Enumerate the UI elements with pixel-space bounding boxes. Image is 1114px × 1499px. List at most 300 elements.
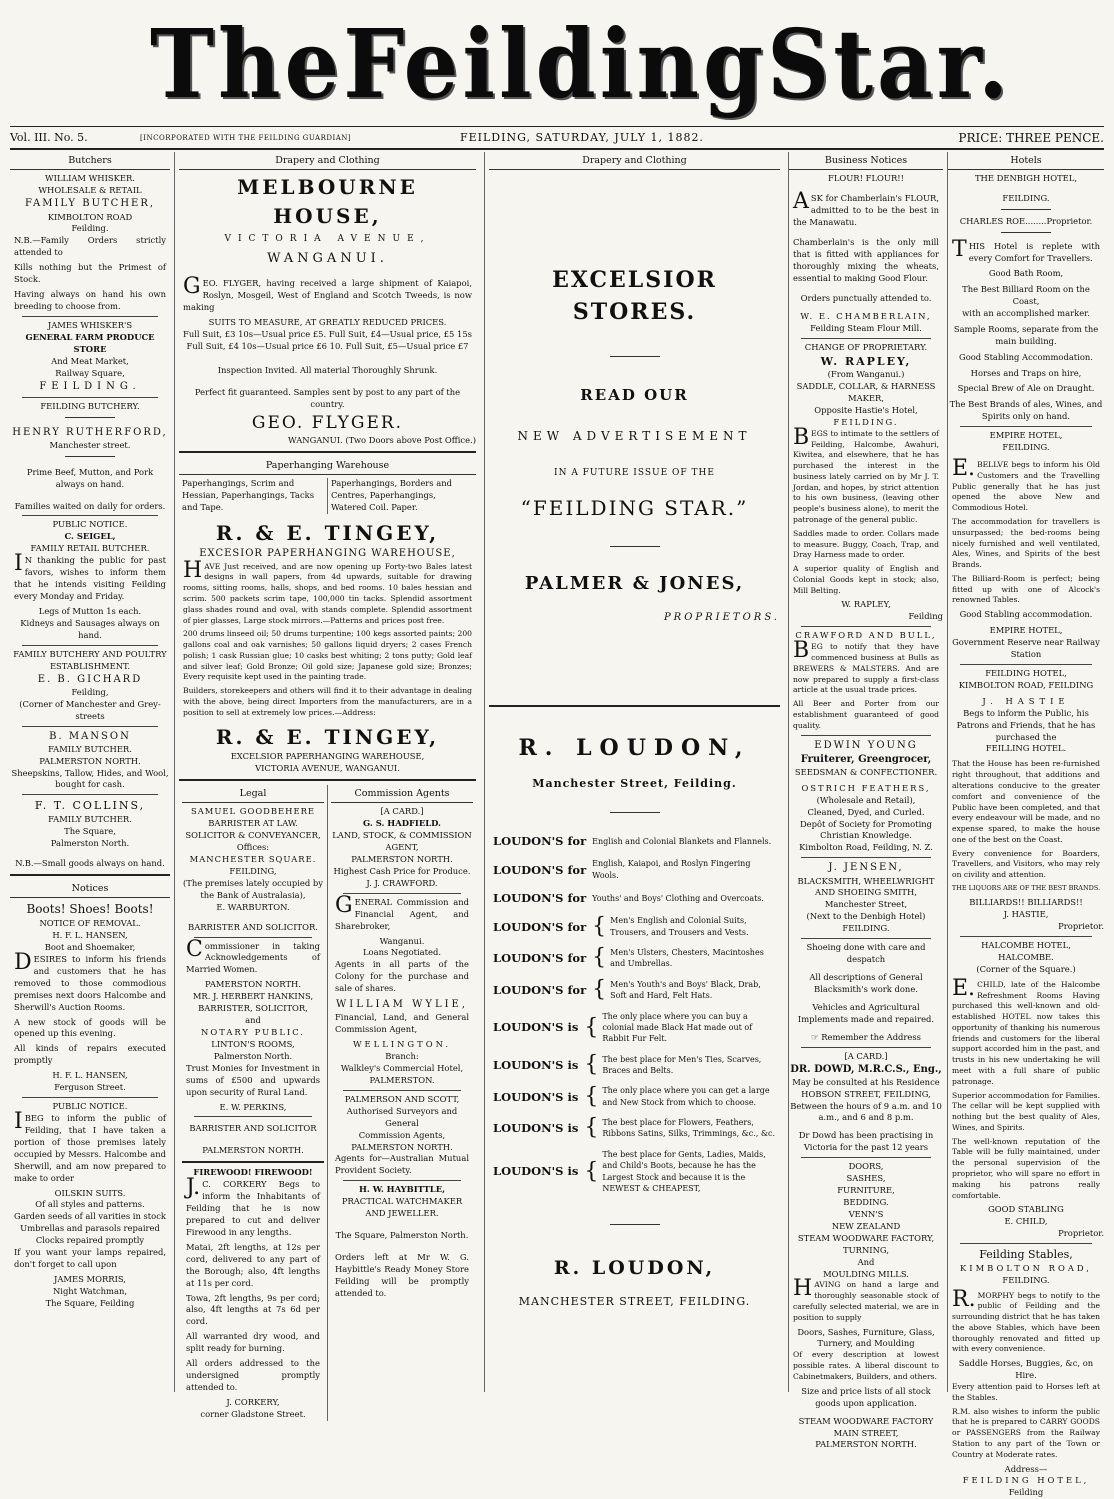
- ad-line: Feilding.: [71, 223, 109, 234]
- ad-body: 200 drums linseed oil; 50 drums turpentine; 100 kegs assorted paints; 200 gallons coal and oak varnishes; 50 gallons liquid dryers; 2 cases French polish; 1 cask Russian glue; 10 casks best whiting; 2 tons putty; Gold leaf and silver leaf; Gold Bronze; Oil gold size; Japanese gold size; Bronzes; Every requisite kept used in the painting trade.: [183, 629, 472, 682]
- ad-line: HOBSON STREET, FEILDING,: [801, 1088, 931, 1099]
- divider: [65, 417, 115, 418]
- ad-heading: Boots! Shoes! Boots!: [26, 902, 154, 917]
- loudon-item-key: LOUDON'S is: [493, 1020, 579, 1035]
- ad-body: Towa, 2ft lengths, 9s per cord; also, 4ft lengths at 7s 6d per cord.: [186, 1292, 320, 1327]
- brace-glyph: {: [584, 1051, 599, 1077]
- legal-commission-split: [179, 785, 476, 1421]
- ad-line: SADDLE, COLLAR, & HARNESS MAKER,: [796, 381, 936, 403]
- loudon-item-text: Men's Youth's and Boys' Black, Drab, Soft and Hard, Felt Hats.: [610, 979, 761, 1001]
- ad-body: GENERAL Commission and Financial Agent, and Sharebroker,: [335, 892, 469, 931]
- ad-heading: WANGANUI.: [267, 251, 388, 267]
- ad-body: Superior accommodation for Families. The cellar will be kept supplied with nothing but the best quality of Ales, Wines, and Spirits.: [952, 1090, 1100, 1132]
- loudon-item-text: Men's Ulsters, Chesters, Macintoshes and Umbrellas.: [610, 948, 764, 969]
- loudon-item-text: The best place for Men's Ties, Scarves, Braces and Belts.: [602, 1054, 762, 1075]
- ad-line: FEILDING,: [229, 865, 277, 876]
- ad-heading: Feilding Stables,: [979, 1248, 1073, 1262]
- ad-line: FAMILY BUTCHER.: [48, 743, 132, 754]
- ad-heading: “FEILDING STAR.”: [520, 496, 749, 521]
- ad-line: Horses and Traps on hire,: [970, 367, 1082, 378]
- masthead-star: Star.: [767, 8, 1013, 120]
- ad-body: N.B.—Family Orders strictly attended to: [14, 235, 166, 258]
- divider: [194, 937, 312, 938]
- ad-line: The Best Billiard Room on the Coast,: [962, 284, 1090, 306]
- section-heading: Notices: [10, 880, 170, 898]
- ad-heading: R. & E. TINGEY,: [215, 724, 440, 749]
- ad-body: That the House has been re-furnished right throughout, that additions and alterations conducive to the greater comfort and convenience of the Public have been completed, and that every endeavour will be made, and no expense spared, to make the house one of the best on the Coast.: [952, 759, 1100, 844]
- section-heading: Commission Agents: [331, 785, 473, 803]
- ad-heading: GENERAL FARM PRODUCE STORE: [25, 331, 155, 354]
- loudon-item-text: English, Kaiapoi, and Roslyn Fingering Wools.: [592, 859, 751, 880]
- ad-body: Agents in all parts of the Colony for the purchase and sale of shares.: [335, 959, 469, 994]
- ad-line: The Square, Palmerston North.: [335, 1230, 469, 1241]
- ad-body: IN thanking the public for past favors, wishes to inform them that he intends visiting Feilding every Monday and Friday.: [14, 551, 166, 602]
- ad-line: Feilding,: [71, 686, 109, 697]
- divider: [1001, 209, 1051, 210]
- ad-line: MOULDING MILLS.: [823, 1268, 909, 1279]
- ad-body: Of every description at lowest possible rates. A liberal discount to Cabinetmakers, Builders, and others.: [793, 1350, 939, 1381]
- ad-line: FEILDING.: [1002, 442, 1050, 453]
- ad-line: VICTORIA AVENUE,: [224, 234, 431, 245]
- loudon-item-text: The best place for Gents, Ladies, Maids, and Child's Boots, because he has the Largest Stock and because it is the NEWEST & CHEAPEST,: [602, 1149, 766, 1193]
- ad-line: Full Suit, £4 10s—Usual price £6 10. Full Suit, £5—Usual price £7: [186, 341, 469, 352]
- loudon-item-text: English and Colonial Blankets and Flannels.: [592, 836, 772, 846]
- ad-heading: C. SEIGEL,: [64, 531, 116, 542]
- ad-line: Branch:: [385, 1051, 419, 1062]
- ad-body: All warranted dry wood, and split ready for burning.: [186, 1331, 320, 1354]
- divider: [610, 546, 660, 547]
- ad-line: Manchester street.: [49, 439, 131, 450]
- ad-line: E. W. PERKINS,: [219, 1101, 287, 1112]
- ad-line: FEILDING.: [1002, 193, 1050, 204]
- ad-line: LAND, STOCK, & COMMISSION AGENT,: [332, 830, 472, 853]
- divider: [194, 1116, 312, 1117]
- ad-line: Highest Cash Price for Produce.: [333, 865, 471, 876]
- ad-line: FEILDING.: [1002, 1274, 1050, 1285]
- ad-line: [A CARD.]: [380, 806, 424, 817]
- issue-date: FEILDING, SATURDAY, JULY 1, 1882.: [460, 131, 704, 144]
- loudon-item: [493, 1085, 776, 1108]
- divider: [960, 426, 1092, 427]
- ad-heading: FEILDING BUTCHERY.: [40, 400, 140, 411]
- ad-line: PRACTICAL WATCHMAKER AND JEWELLER.: [341, 1196, 463, 1219]
- ad-line: PALMERSTON NORTH.: [39, 755, 141, 766]
- ad-line: Walkley's Commercial Hotel,: [340, 1063, 464, 1074]
- ad-heading: J. JENSEN,: [828, 862, 904, 874]
- loudon-item-key: LOUDON'S for: [493, 834, 587, 849]
- ad-line: Begs to inform the Public, his Patrons and Friends, that he has purchased the: [956, 707, 1096, 742]
- divider: [22, 1097, 158, 1098]
- ad-line: Umbrellas and parasols repaired: [20, 1223, 160, 1234]
- ad-line: SASHES,: [846, 1173, 886, 1184]
- ad-body: Agents for—Australian Mutual Provident Society.: [335, 1153, 469, 1176]
- ad-body: BEGS to intimate to the settlers of Feilding, Halcombe, Awahuri, Kiwitea, and elsewhere, that he has purchased the interest in the business lately carried on by Mr J. T. Jordan, and hopes, by strict attention to his own business, (leaving other people's business alone), to merit the patronage of the general public.: [793, 424, 939, 525]
- ad-line: Feilding: [908, 611, 943, 622]
- ad-heading: THE DENBIGH HOTEL,: [974, 173, 1078, 184]
- ad-heading: PUBLIC NOTICE.: [52, 1101, 128, 1112]
- ad-heading: J. HASTIE: [982, 695, 1070, 706]
- ad-heading: EXCESIOR PAPERHANGING WAREHOUSE,: [199, 548, 456, 560]
- ad-line: TURNING,: [843, 1244, 889, 1255]
- ad-heading: FEILDING.: [39, 380, 141, 392]
- ad-line: Proprietor.: [1058, 921, 1104, 932]
- ad-body: Chamberlain's is the only mill that is fitted with appliances for thoroughly mixing the wheats, essential to making Good Flour.: [793, 237, 939, 283]
- loudon-item-text: The best place for Flowers, Feathers, Ribbons Satins, Silks, Trimmings, &c., &c.: [602, 1118, 776, 1139]
- ad-line: Night Watchman,: [52, 1285, 128, 1296]
- section-heading: Legal: [182, 785, 324, 803]
- ad-line: JAMES WHISKER'S: [47, 319, 133, 330]
- ad-line: KIMBOLTON ROAD, FEILDING: [958, 679, 1094, 690]
- ad-line: H. F. L. HANSEN,: [52, 930, 128, 941]
- section-heading: Paperhanging Warehouse: [179, 457, 476, 475]
- ad-line: HALCOMBE.: [998, 951, 1054, 962]
- ad-heading: B. MANSON: [49, 730, 131, 742]
- ad-line: STEAM WOODWARE FACTORY,: [797, 1232, 935, 1243]
- brace-glyph: {: [592, 913, 607, 939]
- divider: [343, 1180, 461, 1181]
- loudon-item-key: LOUDON'S for: [493, 862, 587, 877]
- ad-body: THIS Hotel is replete with every Comfort for Travellers.: [952, 237, 1100, 264]
- ad-line: NEW ZEALAND: [831, 1220, 901, 1231]
- ad-body: If you want your lamps repaired, don't forget to call upon: [14, 1247, 166, 1270]
- issue-price: PRICE: THREE PENCE.: [958, 130, 1104, 145]
- ad-line: BEDDING.: [843, 1196, 889, 1207]
- ad-line: (The premises lately occupied by the Bank of Australasia),: [182, 877, 323, 900]
- ad-line: Palmerston North.: [213, 1050, 293, 1061]
- ad-heading: NOTARY PUBLIC.: [201, 1026, 305, 1037]
- ad-line: Full Suit, £3 10s—Usual price £5. Full Suit, £4—Usual price, £5 15s: [183, 329, 472, 340]
- ad-line: Good Stabling accommodation.: [959, 609, 1093, 620]
- ad-line: Sample Rooms, separate from the main building.: [953, 323, 1099, 346]
- ad-heading: MANCHESTER SQUARE.: [189, 854, 317, 864]
- divider: [960, 1243, 1092, 1244]
- ad-line: FAMILY BUTCHER.: [48, 813, 132, 824]
- ad-heading: FEILDING HOTEL,: [962, 1475, 1090, 1486]
- ad-line: The Best Brands of ales, Wines, and Spirits only on hand.: [949, 399, 1103, 422]
- divider: [1001, 232, 1051, 233]
- ad-body: Financial, Land, and General Commission Agent,: [335, 1012, 469, 1035]
- ad-line: Perfect fit guaranteed. Samples sent by post to any part of the country.: [194, 386, 461, 409]
- ad-body: Every convenience for Boarders, Travellers, and Visitors, who may rely on civility and attention.: [952, 848, 1100, 880]
- loudon-item: [493, 890, 776, 906]
- ad-line: BARRISTER AT LAW.: [208, 818, 298, 829]
- ad-heading: FAMILY BUTCHERY AND POULTRY ESTABLISHMENT.: [13, 648, 167, 671]
- loudon-item-key: LOUDON'S is: [493, 1057, 579, 1072]
- ad-body: Matai, 2ft lengths, at 12s per cord, delivered to any part of the Borough; also, 4ft lengths at 11s per cord.: [186, 1241, 320, 1288]
- ad-heading: EXCELSIOR STORES.: [552, 267, 717, 325]
- divider: [182, 1161, 324, 1163]
- ad-line: N.B.—Small goods always on hand.: [15, 857, 165, 868]
- ad-body: Commissioner in taking Acknowledgements of Married Women.: [186, 936, 320, 975]
- ad-line: Paperhangings, Borders and Centres, Paperhangings, Watered Coil. Paper.: [327, 478, 476, 514]
- ad-line: LINTON'S ROOMS,: [211, 1038, 295, 1049]
- ad-line: Saddle Horses, Buggies, &c, on Hire.: [958, 1358, 1094, 1381]
- ad-line: OILSKIN SUITS.: [54, 1187, 126, 1198]
- ad-line: PAMERSTON NORTH.: [205, 979, 301, 990]
- loudon-item-key: LOUDON'S is: [493, 1089, 579, 1104]
- divider: [610, 812, 660, 813]
- ad-heading: VENN'S: [848, 1208, 884, 1219]
- ad-body: E.CHILD, late of the Halcombe Refreshment Rooms Having purchased this well-known and old-established HOTEL now takes this opportunity of thanking his numerous friends and customers for the liberal support accorded him in the past, and trusts in his new undertaking he will meet with a full share of public patronage.: [952, 975, 1100, 1086]
- ad-body: E.BELLVE begs to inform his Old Customers and the Travelling Public generally that he has just opened the above New and Commodious Hotel.: [952, 456, 1100, 513]
- ad-line: KIMBOLTON ROAD: [47, 211, 133, 222]
- ad-body: Orders left at Mr W. G. Haybittle's Ready Money Store Feilding will be promptly attended to.: [335, 1252, 469, 1298]
- divider: [22, 515, 158, 516]
- ad-heading: OSTRICH FEATHERS,: [801, 782, 931, 793]
- ad-line: Government Reserve near Railway Station: [952, 637, 1100, 659]
- ad-line: PALMERSTON NORTH.: [351, 1141, 453, 1152]
- ad-line: And: [857, 1256, 875, 1267]
- ad-line: Feilding Steam Flour Mill.: [810, 322, 922, 333]
- loudon-item: [493, 979, 776, 1002]
- masthead-the: The: [150, 8, 344, 120]
- column-butchers: [10, 152, 170, 1392]
- ad-line: The Square,: [64, 825, 116, 836]
- ad-line: WHOLESALE & RETAIL: [38, 185, 142, 196]
- address-note: [789, 1032, 943, 1044]
- ad-line: FEILLING HOTEL.: [985, 743, 1067, 754]
- divider: [801, 1157, 931, 1158]
- ad-line: Between the hours of 9 a.m. and 10 a.m., and 6 and 8 p.m.: [790, 1100, 942, 1123]
- ad-line: Kimbolton Road, Feilding, N. Z.: [799, 842, 933, 853]
- loudon-item: [493, 915, 776, 938]
- ad-line: E. CHILD,: [1004, 1216, 1048, 1227]
- ad-line: BARRISTER AND SOLICITOR.: [188, 921, 318, 932]
- ad-line: Size and price lists of all stock goods upon application.: [801, 1385, 931, 1408]
- ad-body: Having always on hand his own breeding to choose from.: [14, 289, 166, 311]
- ad-heading: E. B. GICHARD: [37, 673, 143, 685]
- divider: [22, 397, 158, 398]
- ad-line: SEEDSMAN & CONFECTIONER.: [794, 766, 938, 777]
- column-hotels: [947, 152, 1104, 1498]
- section-heading: Drapery and Clothing: [489, 152, 780, 170]
- divider: [343, 1090, 461, 1091]
- ad-heading: R. & E. TINGEY,: [215, 521, 440, 546]
- loudon-item: [493, 1117, 776, 1140]
- brace-glyph: {: [584, 1014, 599, 1040]
- ad-heading: GEO. FLYGER.: [251, 412, 404, 433]
- loudon-item-key: LOUDON'S for: [493, 919, 587, 934]
- ad-body: BEG to notify that they have commenced business at Bulls as BREWERS & MALSTERS. And are now prepared to supply a first-class article at the usual trade prices.: [793, 638, 939, 695]
- paperhanging-list: [179, 478, 476, 514]
- ad-line: Manchester Street, Feilding.: [532, 777, 737, 791]
- loudon-item: [493, 1051, 776, 1077]
- loudon-item: [493, 1149, 776, 1194]
- loudon-item-key: LOUDON'S is: [493, 1121, 579, 1136]
- ad-line: J. CORKERY,: [226, 1396, 280, 1407]
- loudon-item: [493, 947, 776, 970]
- loudon-item-text: Men's English and Colonial Suits, Trousers, and Trousers and Vests.: [610, 916, 749, 937]
- ad-heading: BILLIARDS!! BILLIARDS!!: [969, 897, 1083, 908]
- ad-line: PALMERSTON NORTH.: [202, 1145, 304, 1156]
- ad-heading: R. LOUDON,: [518, 735, 751, 762]
- ad-heading: NEW ADVERTISEMENT: [517, 429, 752, 444]
- ad-heading: CHANGE OF PROPRIETARY.: [804, 341, 928, 352]
- ad-line: Wanganui.: [379, 935, 425, 946]
- ad-heading: BARRISTER AND SOLICITOR: [189, 1123, 317, 1134]
- ad-line: Address—: [1004, 1463, 1048, 1474]
- ad-line: with an accomplished marker.: [962, 307, 1090, 318]
- ad-heading: EDWIN YOUNG: [814, 739, 918, 751]
- ad-line: Manchester Street,: [824, 899, 908, 910]
- ad-line: KIMBOLTON ROAD,: [960, 1262, 1092, 1273]
- ad-heading: CRAWFORD AND BULL,: [795, 630, 937, 641]
- ad-line: DOORS,: [848, 1161, 884, 1172]
- loudon-item: [493, 858, 776, 881]
- divider: [610, 1224, 660, 1225]
- ad-line: JAMES MORRIS,: [54, 1274, 126, 1284]
- loudon-item-text: The only place where you can get a large and New Stock from which to choose.: [602, 1086, 770, 1107]
- divider: [179, 779, 476, 781]
- ad-line: Prime Beef, Mutton, and Pork: [26, 466, 154, 477]
- ad-body: A new stock of goods will be opened up this evening.: [14, 1016, 166, 1039]
- ad-line: FURNITURE,: [837, 1185, 895, 1196]
- ad-line: Remember the Address: [821, 1031, 921, 1042]
- ad-heading: WILLIAM WYLIE,: [335, 999, 469, 1011]
- ad-line: always on hand.: [55, 478, 125, 489]
- ad-line: Shoeing done with care and despatch: [806, 942, 926, 965]
- divider: [801, 938, 931, 939]
- ad-line: Railway Square,: [55, 367, 125, 378]
- ad-line: Orders punctually attended to.: [800, 292, 932, 303]
- ad-line: Offices:: [236, 842, 270, 853]
- ad-line: Doors, Sashes, Furniture, Glass, Turnery, and Moulding: [797, 1326, 935, 1349]
- ad-line: SUITS TO MEASURE, AT GREATLY REDUCED PRICES.: [208, 317, 447, 328]
- ad-line: Good Stabling Accommodation.: [959, 351, 1093, 362]
- ad-body: GEO. FLYGER, having received a large shipment of Kaiapoi, Roslyn, Mosgeil, West of England and Scotch Tweeds, is now making: [183, 274, 472, 313]
- ad-body: All Beer and Porter from our establishment guaranteed of good quality.: [793, 699, 939, 730]
- ad-heading: SAMUEL GOODBEHERE: [191, 806, 315, 817]
- ad-line: May be consulted at his Residence: [792, 1076, 940, 1087]
- ad-heading: F. T. COLLINS,: [34, 799, 146, 813]
- ad-line: WANGANUI. (Two Doors above Post Office.): [288, 434, 476, 445]
- ad-body: DESIRES to inform his friends and customers that he has removed to those commodious premises next doors Halcombe and Sherwill's Auction Rooms.: [14, 949, 166, 1012]
- divider: [10, 874, 170, 876]
- ad-line: The Square, Feilding: [45, 1297, 135, 1308]
- ad-line: All descriptions of General Blacksmith's work done.: [809, 971, 923, 994]
- volume-number: Vol. III. No. 5.: [10, 131, 88, 144]
- brace-glyph: {: [592, 945, 607, 971]
- ad-heading: FLOUR! FLOUR!!: [828, 173, 904, 184]
- ad-line: bought for cash.: [55, 779, 125, 790]
- ad-heading: MR. J. HERBERT HANKINS,: [192, 991, 314, 1002]
- ad-line: Garden seeds of all varities in stock: [14, 1211, 166, 1222]
- ad-body: Kills nothing but the Primest of Stock.: [14, 262, 166, 285]
- ad-line: J. J. CRAWFORD.: [366, 877, 438, 888]
- ad-line: (Next to the Denbigh Hotel): [806, 911, 926, 922]
- ad-body: The accommodation for travellers is unsurpassed; the bed-rooms being nicely furnished and well ventilated, Ales, Wines, and Spirits of the best Brands.: [952, 516, 1100, 570]
- section-heading: Butchers: [10, 152, 170, 170]
- ad-body: All orders addressed to the undersigned promptly attended to.: [186, 1358, 320, 1392]
- ad-heading: FAMILY BUTCHER,: [24, 198, 156, 210]
- dateline: [10, 126, 1104, 150]
- ad-heading: PUBLIC NOTICE.: [52, 519, 128, 530]
- ad-body: J.C. CORKERY Begs to inform the Inhabitants of Feilding that he is now prepared to cut and deliver Firewood in any lengths.: [186, 1175, 320, 1237]
- ad-line: corner Gladstone Street.: [200, 1408, 306, 1419]
- divider: [960, 936, 1092, 937]
- ad-line: IN A FUTURE ISSUE OF THE: [554, 468, 715, 479]
- masthead: [140, 8, 1013, 120]
- ad-heading: EMPIRE HOTEL,: [989, 625, 1063, 636]
- ad-body: Builders, storekeepers and others will find it to their advantage in dealing with the above, being direct Importers from the manufacturers, are in a position to sell at extremely low prices.—Address:: [183, 686, 472, 717]
- brace-glyph: {: [584, 1083, 599, 1109]
- ad-heading: Fruiterer, Greengrocer,: [800, 753, 932, 765]
- ad-heading: W. E. CHAMBERLAIN,: [800, 310, 932, 321]
- ad-body: A superior quality of English and Colonial Goods kept in stock; also, Mill Belting.: [793, 564, 939, 595]
- ad-line: MAIN STREET,: [833, 1427, 899, 1438]
- ad-body: IBEG to inform the public of Feilding, that I have taken a portion of those premises lately occupied by Messrs. Halcombe and Sherwill, and am now prepared to make to order: [14, 1109, 166, 1183]
- ad-heading: PALMER & JONES,: [524, 573, 745, 595]
- loudon-item-key: LOUDON'S is: [493, 1164, 579, 1179]
- section-heading: Business Notices: [789, 152, 943, 170]
- ad-line: Paperhangings, Scrim and Hessian, Paperhangings, Tacks and Tape.: [182, 478, 315, 513]
- ad-line: Depôt of Society for Promoting Christian Knowledge.: [799, 818, 933, 841]
- ad-body: R.M. also wishes to inform the public that he is prepared to CARRY GOODS or PASSENGERS from the Railway Station to any part of the Town or Country at Moderate rates.: [952, 1406, 1100, 1459]
- brace-glyph: {: [584, 1115, 599, 1141]
- ad-line: Inspection Invited. All material Thoroughly Shrunk.: [217, 365, 438, 376]
- ad-line: Vehicles and Agricultural Implements made and repaired.: [797, 1001, 935, 1024]
- ad-line: FEILDING.: [842, 923, 890, 934]
- ad-line: Kidneys and Sausages always on hand.: [20, 617, 160, 640]
- ad-heading: H. W. HAYBITTLE,: [359, 1184, 445, 1195]
- column-commission-agents: [327, 785, 476, 1421]
- ad-heading: HALCOMBE HOTEL,: [981, 939, 1071, 950]
- ad-line: Feilding: [1008, 1487, 1044, 1498]
- ad-line: J. HASTIE,: [1003, 909, 1049, 920]
- ad-heading: HENRY RUTHERFORD,: [12, 426, 168, 438]
- brace-glyph: {: [592, 977, 607, 1003]
- divider: [489, 705, 780, 707]
- ad-line: W. RAPLEY,: [841, 599, 891, 610]
- column-drapery-legal: [174, 152, 480, 1419]
- ad-body: HAVE Just received, and are now opening up Forty-two Bales latest designs in wall papers, from 4d upwards, suitable for drawing rooms, sitting rooms, halls, shops, and bed rooms. 10 bales hessian and scrim. 500 packets scrim tape, 100,000 tin tacks. Splendid assortment glass shades round and oval, with stands complete. Splendid assortment of pier glasses, Large stock mirrors.—Patterns and prices post free.: [183, 557, 472, 625]
- ad-line: WILLIAM WHISKER.: [45, 173, 135, 184]
- divider: [960, 664, 1092, 665]
- brace-glyph: {: [584, 1158, 599, 1184]
- ad-line: CHARLES ROE........Proprietor.: [959, 216, 1093, 227]
- ad-body: The well-known reputation of the Table will be fully maintained, under the personal supervision of the proprietor, who will spare no effort in making his patrons really comfortable.: [952, 1136, 1100, 1200]
- ad-line: (Corner of the Square.): [976, 963, 1076, 974]
- ad-line: Of all styles and patterns.: [35, 1199, 145, 1210]
- ad-line: BLACKSMITH, WHEELWRIGHT AND SHOEING SMITH,: [797, 875, 935, 898]
- incorporated-note: [INCORPORATED WITH THE FEILDING GUARDIAN]: [140, 133, 352, 142]
- ad-line: THE LIQUORS ARE OF THE BEST BRANDS.: [951, 883, 1101, 892]
- divider: [801, 1047, 931, 1048]
- section-heading: Hotels: [948, 152, 1104, 170]
- ad-line: (Corner of Manchester and Grey-streets: [19, 698, 161, 721]
- ad-line: Palmerston North.: [50, 837, 130, 848]
- ad-line: Cleaned, Dyed, and Curled.: [807, 806, 925, 817]
- ad-line: [A CARD.]: [844, 1050, 888, 1061]
- ad-body: R.MORPHY begs to notify to the public of Feilding and the surrounding district that he has taken the above Stables, which have been thoroughly renovated and fitted up with every convenience.: [952, 1286, 1100, 1354]
- ad-line: (Wholesale and Retail),: [816, 794, 916, 805]
- ad-line: PROPRIETORS.: [663, 611, 780, 623]
- divider: [179, 451, 476, 453]
- divider: [801, 338, 931, 339]
- ad-line: Ferguson Street.: [54, 1082, 126, 1093]
- ad-line: SOLICITOR & CONVEYANCER,: [185, 830, 321, 841]
- ad-heading: PALMERSON AND SCOTT,: [344, 1093, 460, 1104]
- loudon-item-key: LOUDON'S for: [493, 891, 587, 906]
- ad-line: MANCHESTER STREET, FEILDING.: [518, 1295, 751, 1309]
- column-legal: [179, 785, 327, 1421]
- ad-body: Trust Monies for Investment in sums of £500 and upwards upon security of Rural Land.: [186, 1062, 320, 1097]
- ad-heading: FEILDING HOTEL,: [985, 667, 1067, 678]
- ad-body: HAVING on hand a large and thoroughly seasonable stock of carefully selected material, we are in position to supply: [793, 1276, 939, 1322]
- divider: [610, 356, 660, 357]
- loudon-item: [493, 1011, 776, 1045]
- ad-heading: FIREWOOD! FIREWOOD!: [193, 1167, 313, 1178]
